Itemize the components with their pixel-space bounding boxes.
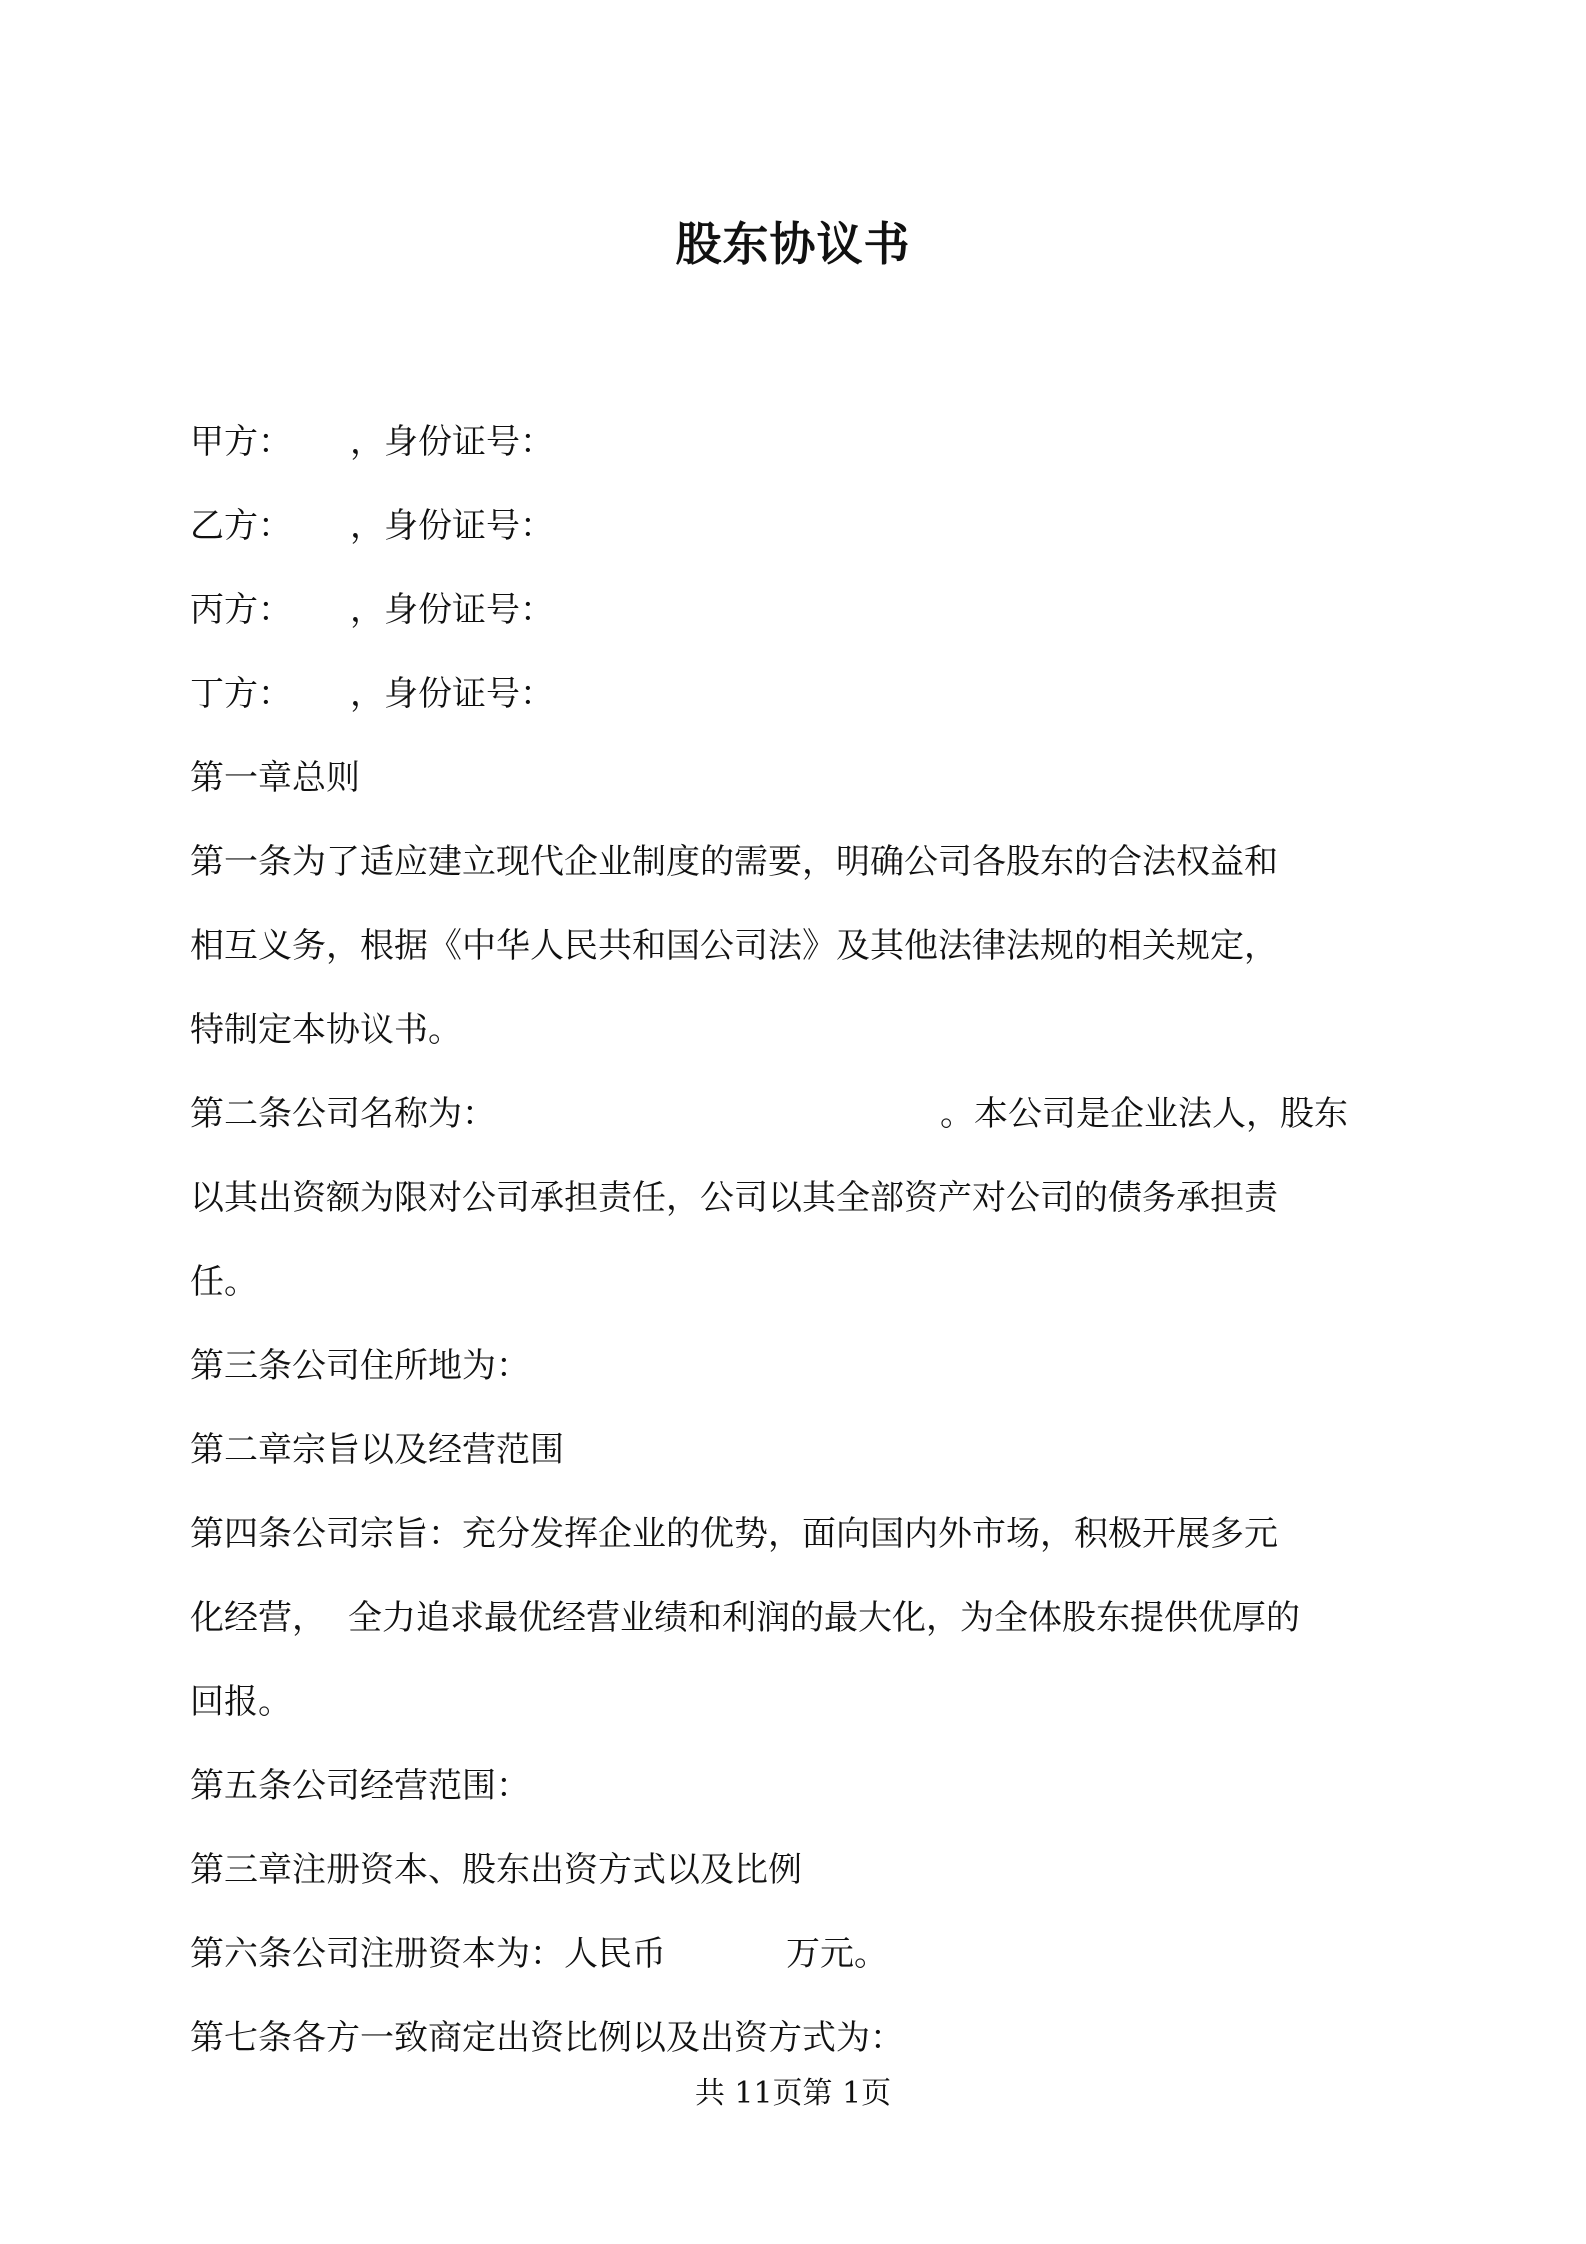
article-5-line: 第五条公司经营范围：: [190, 1766, 530, 1806]
party-line-a: [190, 400, 1410, 484]
id-number-label: ，身份证号：: [350, 674, 554, 714]
article-1-line: 相互义务，根据《中华人民共和国公司法》及其他法律法规的相关规定，: [190, 926, 1278, 966]
page-indicator: 共 11页第 1页: [694, 2076, 892, 2111]
company-name-label: 第二条公司名称为：: [190, 1094, 496, 1134]
article-2-line: [190, 1072, 1410, 1156]
chapter-heading: 第二章宗旨以及经营范围: [190, 1430, 564, 1470]
capital-unit: 万元。: [786, 1934, 888, 1974]
party-label: 丙方：: [190, 590, 292, 630]
document-title: 股东协议书: [675, 217, 911, 271]
party-line-d: [190, 652, 1410, 736]
article-4-text: 全力追求最优经营业绩和利润的最大化，为全体股东提供优厚的: [348, 1598, 1300, 1638]
article-2-line: 任。: [190, 1262, 258, 1302]
article-2-text: 。本公司是企业法人，股东: [940, 1094, 1348, 1134]
article-4-text: 化经营，: [190, 1598, 326, 1638]
article-7-line: 第七条各方一致商定出资比例以及出资方式为：: [190, 2018, 904, 2058]
capital-label: 第六条公司注册资本为：人民币: [190, 1934, 666, 1974]
article-2-line: 以其出资额为限对公司承担责任，公司以其全部资产对公司的债务承担责: [190, 1178, 1278, 1218]
party-label: 甲方：: [190, 422, 292, 462]
id-number-label: ，身份证号：: [350, 590, 554, 630]
chapter-heading: 第三章注册资本、股东出资方式以及比例: [190, 1850, 802, 1890]
id-number-label: ，身份证号：: [350, 422, 554, 462]
article-6-line: [190, 1912, 1410, 1996]
id-number-label: ，身份证号：: [350, 506, 554, 546]
party-label: 乙方：: [190, 506, 292, 546]
article-4-line: 回报。: [190, 1682, 292, 1722]
document-body: [190, 400, 1410, 2080]
article-4-line: 第四条公司宗旨：充分发挥企业的优势，面向国内外市场，积极开展多元: [190, 1514, 1278, 1554]
article-4-line: [190, 1576, 1410, 1660]
party-label: 丁方：: [190, 674, 292, 714]
party-line-b: [190, 484, 1410, 568]
article-3-line: 第三条公司住所地为：: [190, 1346, 530, 1386]
party-line-c: [190, 568, 1410, 652]
chapter-heading: 第一章总则: [190, 758, 360, 798]
article-1-line: 第一条为了适应建立现代企业制度的需要，明确公司各股东的合法权益和: [190, 842, 1278, 882]
article-1-line: 特制定本协议书。: [190, 1010, 462, 1050]
